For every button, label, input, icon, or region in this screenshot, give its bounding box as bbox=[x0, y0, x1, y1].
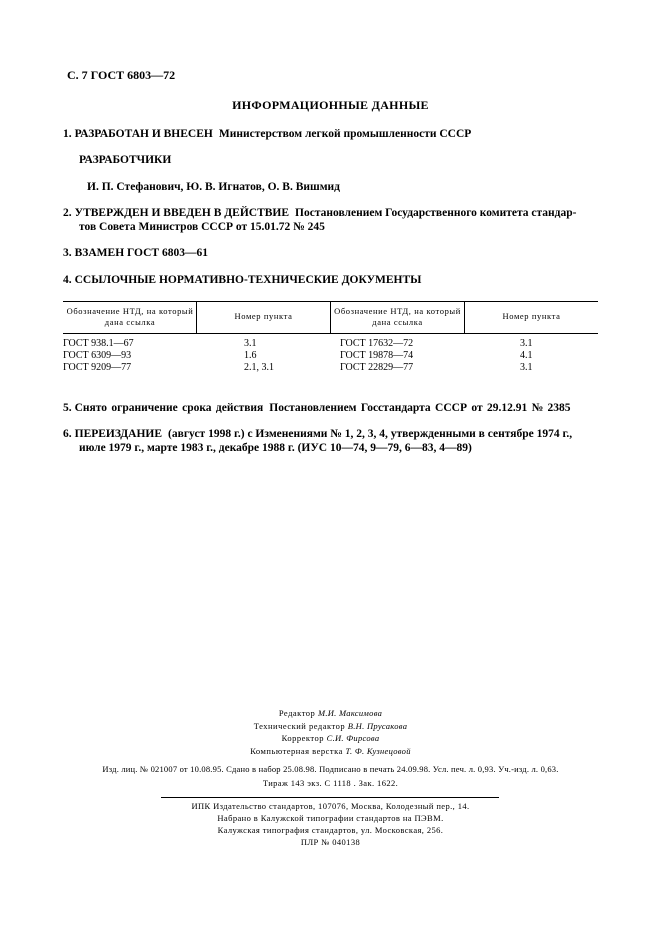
table-divider bbox=[330, 302, 331, 334]
table-cell: ГОСТ 22829—77 bbox=[340, 362, 414, 373]
credit-line: Редактор М.И. Максимова bbox=[278, 708, 383, 718]
item-number: 6. bbox=[63, 428, 72, 440]
item-6-continuation: июле 1979 г., марте 1983 г., декабре 1988 г. (ИУС 10—74, 9—79, 6—83, 4—89) bbox=[79, 442, 472, 454]
publisher-line: ИПК Издательство стандартов, 107076, Москва, Колодезный пер., 14. bbox=[191, 801, 470, 811]
item-text: Постановлением Государственного комитета стандар- bbox=[295, 207, 577, 219]
credits bbox=[0, 707, 661, 757]
item-label: ВЗАМЕН ГОСТ 6803—61 bbox=[74, 247, 208, 259]
table-cell: ГОСТ 17632—72 bbox=[340, 338, 414, 349]
publisher-block bbox=[0, 800, 661, 848]
print-info-1: Изд. лиц. № 021007 от 10.08.95. Сдано в набор 25.08.98. Подписано в печать 24.09.98. Усл. печ. л. 0,93. Уч.-изд. л. 0,63. bbox=[102, 764, 559, 774]
item-number: 5. bbox=[63, 402, 72, 414]
developers-label: РАЗРАБОТЧИКИ bbox=[79, 154, 172, 166]
table-cell: ГОСТ 9209—77 bbox=[63, 362, 132, 373]
publisher-line: ПЛР № 040138 bbox=[300, 837, 361, 847]
table-divider bbox=[464, 302, 465, 334]
item-6 bbox=[63, 428, 572, 440]
item-label: РАЗРАБОТАН И ВНЕСЕН bbox=[74, 128, 213, 140]
page-header: С. 7 ГОСТ 6803—72 bbox=[67, 68, 176, 82]
publisher-line: Набрано в Калужской типографии стандартов на ПЭВМ. bbox=[217, 813, 444, 823]
item-number: 2. bbox=[63, 207, 72, 219]
table-divider bbox=[196, 302, 197, 334]
table-header-cell: Номер пункта bbox=[502, 311, 561, 321]
item-label: ПЕРЕИЗДАНИЕ bbox=[74, 428, 163, 440]
page-title: ИНФОРМАЦИОННЫЕ ДАННЫЕ bbox=[232, 98, 429, 112]
table-cell: 3.1 bbox=[520, 362, 533, 373]
item-number: 4. bbox=[63, 274, 72, 286]
item-label: ССЫЛОЧНЫЕ НОРМАТИВНО-ТЕХНИЧЕСКИЕ ДОКУМЕНТЫ bbox=[74, 274, 422, 286]
item-text: Министерством легкой промышленности СССР bbox=[218, 128, 472, 140]
item-label: УТВЕРЖДЕН И ВВЕДЕН В ДЕЙСТВИЕ bbox=[74, 207, 290, 219]
item-number: 3. bbox=[63, 247, 72, 259]
item-4 bbox=[63, 274, 421, 286]
developers-names: И. П. Стефанович, Ю. В. Игнатов, О. В. Вишмид bbox=[87, 181, 340, 193]
table-header-cell: Обозначение НТД, на который дана ссылка bbox=[334, 306, 461, 327]
table-cell: ГОСТ 19878—74 bbox=[340, 350, 414, 361]
item-5 bbox=[63, 402, 571, 414]
table-column-left-docs bbox=[63, 338, 134, 374]
table-header-cell: Обозначение НТД, на который дана ссылка bbox=[66, 306, 194, 327]
item-number: 1. bbox=[63, 128, 72, 140]
credit-line: Технический редактор В.Н. Прусакова bbox=[253, 720, 408, 731]
item-text: Постановлением Госстандарта СССР от 29.12.91 № 2385 bbox=[269, 402, 571, 414]
item-2 bbox=[63, 207, 576, 219]
table-cell: 3.1 bbox=[244, 338, 257, 349]
credit-line: Компьютерная верстка Т. Ф. Кузнецовой bbox=[250, 745, 411, 756]
table-header-cell: Номер пункта bbox=[234, 311, 293, 321]
table-column-left-items bbox=[244, 338, 274, 374]
table-cell: 3.1 bbox=[520, 338, 533, 349]
print-info-2: Тираж 143 экз. С 1118 . Зак. 1622. bbox=[262, 778, 399, 788]
table-cell: 4.1 bbox=[520, 350, 533, 361]
credit-line: Корректор С.И. Фирсова bbox=[281, 733, 380, 743]
publisher-rule bbox=[161, 797, 499, 798]
table-column-right-items bbox=[520, 338, 533, 374]
table-cell: 1.6 bbox=[244, 350, 257, 361]
item-label: Снято ограничение срока действия bbox=[74, 402, 264, 414]
item-3 bbox=[63, 247, 208, 259]
item-text: (август 1998 г.) с Изменениями № 1, 2, 3, 4, утвержденными в сентябре 1974 г., bbox=[168, 428, 573, 440]
table-cell: ГОСТ 938.1—67 bbox=[63, 338, 134, 349]
item-1 bbox=[63, 128, 471, 140]
table-column-right-docs bbox=[340, 338, 413, 374]
table-cell: ГОСТ 6309—93 bbox=[63, 350, 132, 361]
table-cell: 2.1, 3.1 bbox=[244, 362, 274, 373]
item-2-continuation: тов Совета Министров СССР от 15.01.72 № 245 bbox=[79, 221, 325, 233]
publisher-line: Калужская типография стандартов, ул. Московская, 256. bbox=[217, 825, 444, 835]
